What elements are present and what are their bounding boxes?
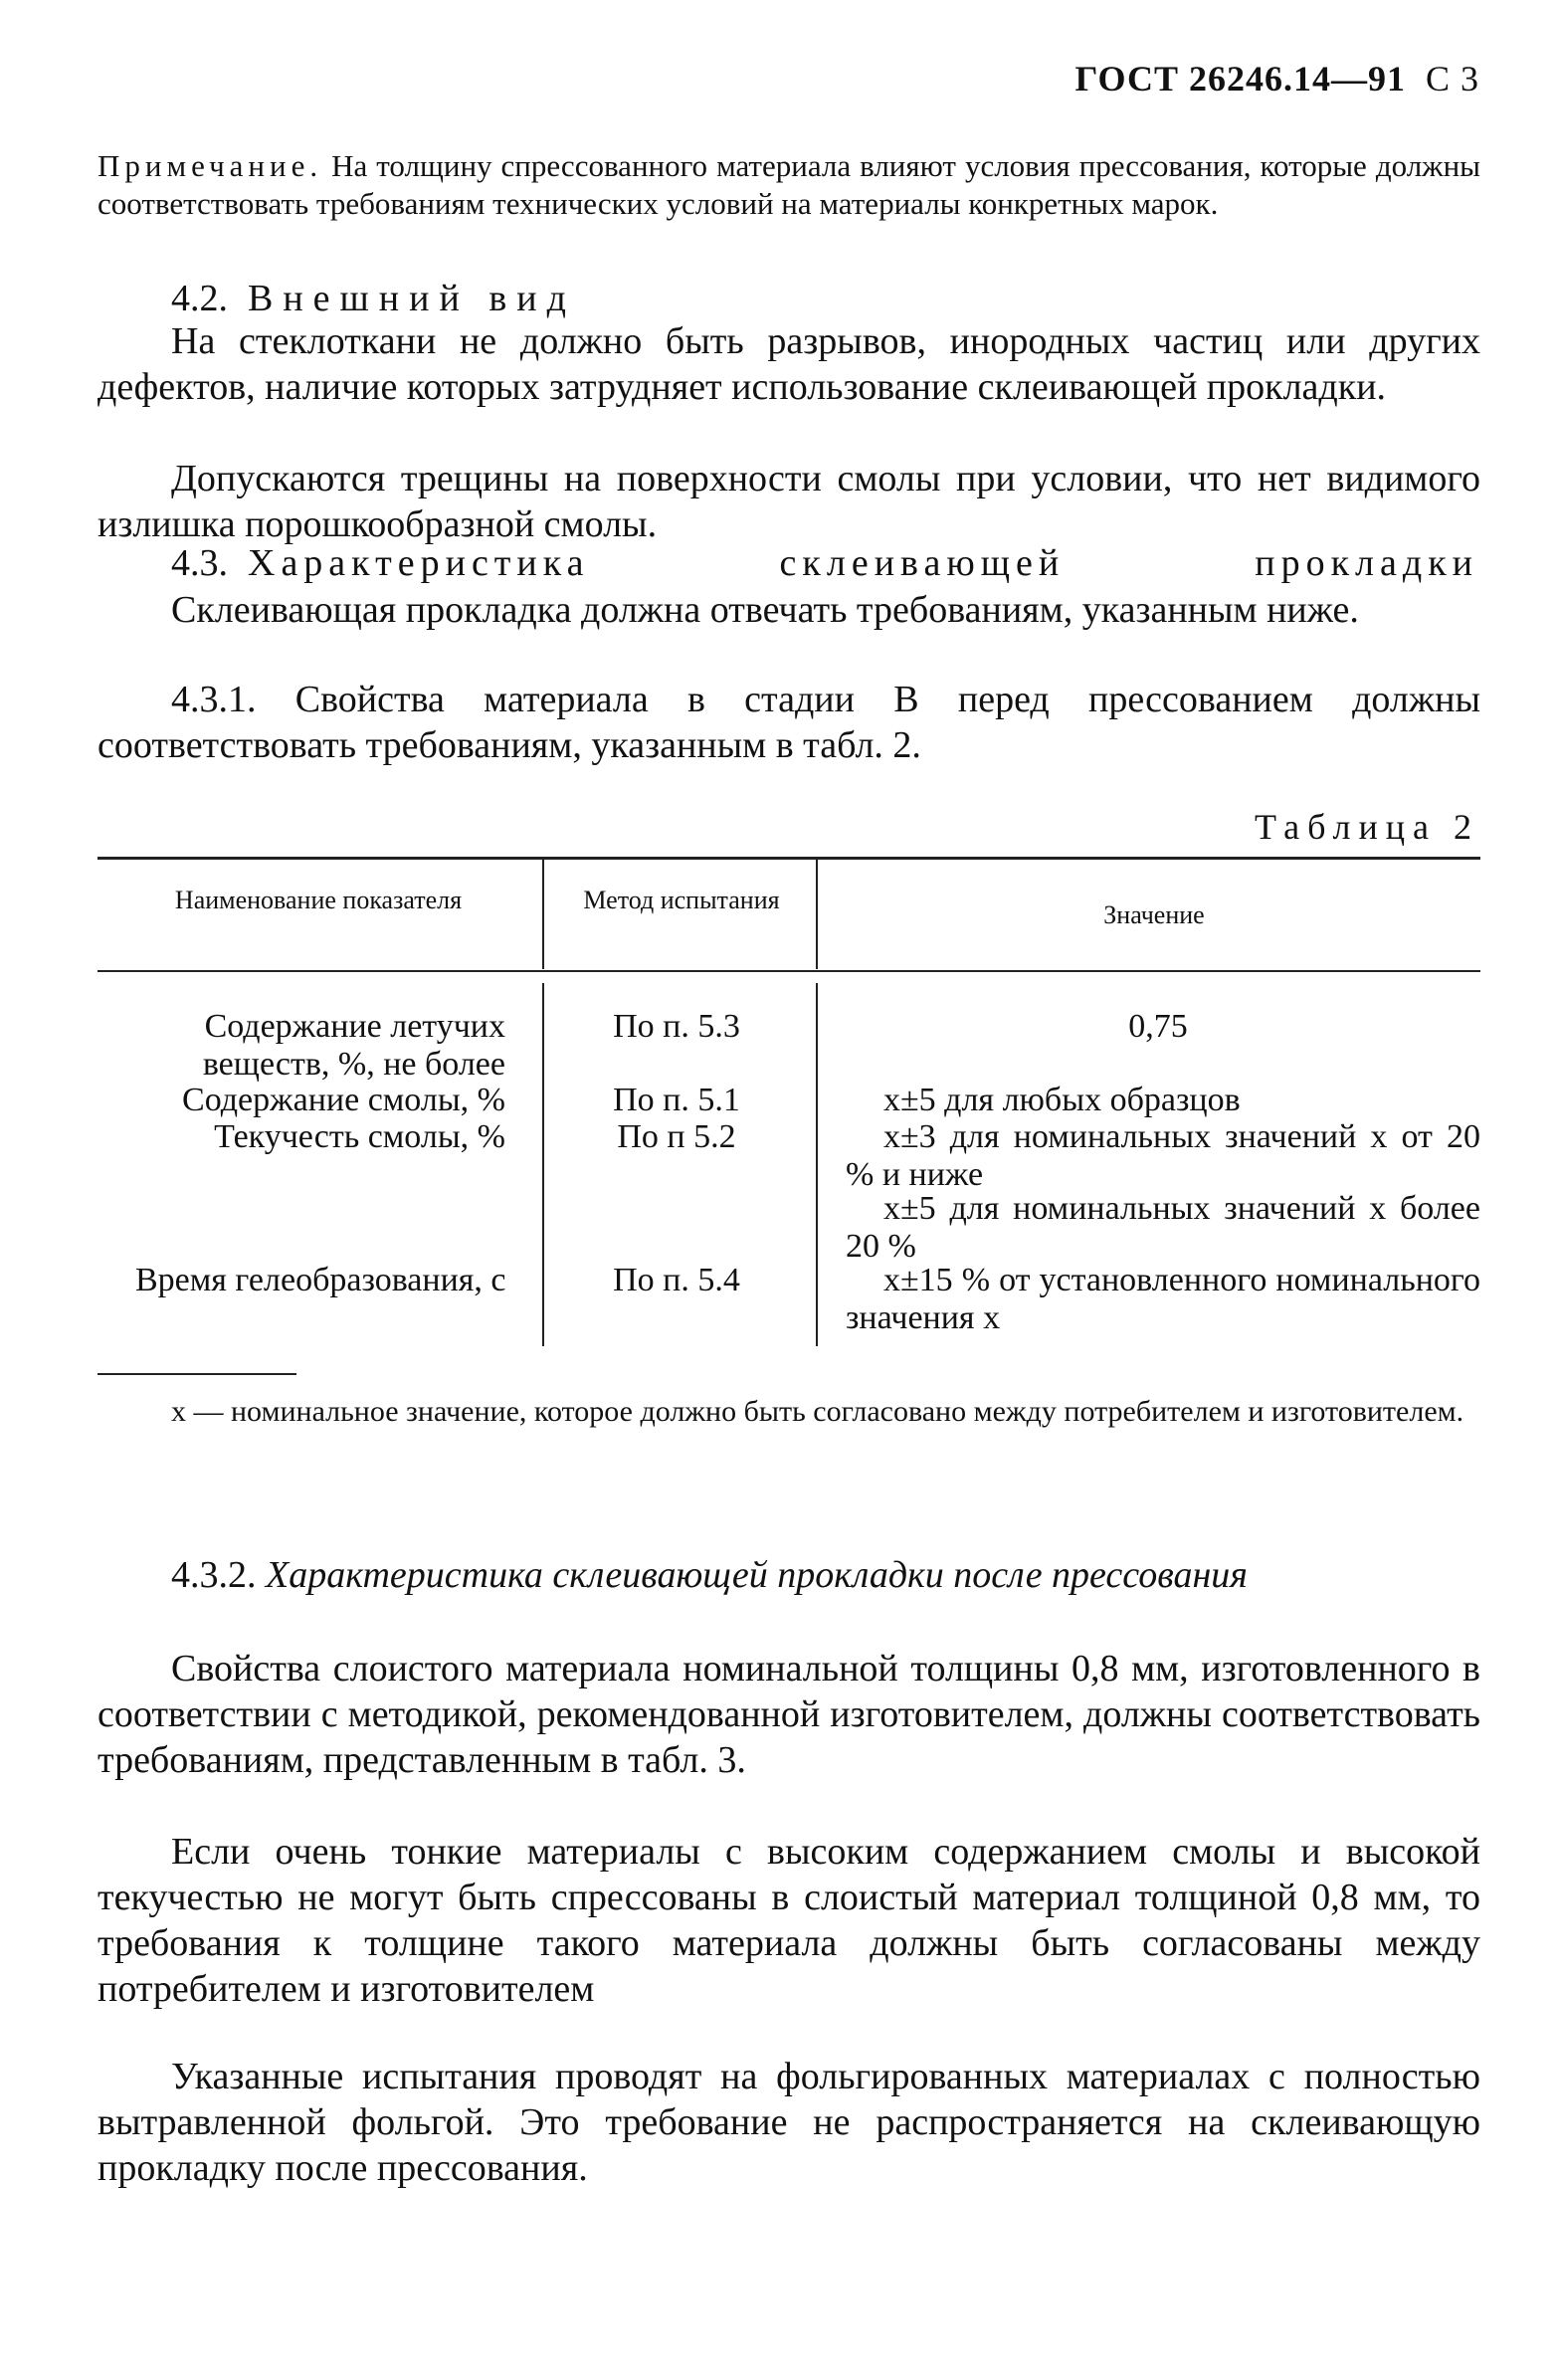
table-column-divider [816, 860, 818, 969]
footnote-rule [97, 1373, 296, 1375]
table-top-rule [97, 857, 1480, 860]
note-label: Примечание. [97, 148, 323, 183]
table-cell-method: По п. 5.3 [613, 1008, 740, 1045]
paragraph-requirements: Склеивающая прокладка должна отвечать требованиям, указанным ниже. [171, 589, 1359, 631]
section-number: 4.3. Характеристика [171, 542, 590, 584]
note-paragraph [97, 147, 1480, 223]
section-4-3-heading [171, 541, 1478, 585]
page-number: С 3 [1425, 59, 1479, 99]
table-header-name: Наименование показателя [174, 886, 463, 914]
table-caption: Таблица 2 [1255, 807, 1479, 847]
paragraph-4-3-1: 4.3.1. Свойства материала в стадии В перед прессованием должны соответствовать требованиям, указанным в табл. 2. [97, 679, 1480, 766]
paragraph-foil-tests: Указанные испытания проводят на фольгированных материалах с полностью вытравленной фольгой. Это требование не распространяется на склеивающую прокладку после прессования. [97, 2056, 1480, 2189]
table-cell-method: По п. 5.4 [613, 1262, 740, 1298]
section-4-2-heading [171, 277, 576, 320]
table-cell-name: Время гелеобразования, с [135, 1262, 506, 1298]
table-cell-value: x±5 для номинальных значений x более 20 % [846, 1190, 1480, 1265]
table-header-rule [97, 970, 1480, 972]
document-code: ГОСТ 26246.14—91 [1074, 59, 1406, 99]
table-cell-value: 0,75 [1128, 1008, 1188, 1045]
table-cell-name: Содержание смолы, % [182, 1082, 505, 1118]
table-column-divider [542, 983, 544, 1346]
paragraph-cracks: Допускаются трещины на поверхности смолы при условии, что нет видимого излишка порошкообразной смолы. [97, 458, 1480, 545]
section-number: 4.2. [171, 278, 228, 319]
table-cell-name: Содержание летучих веществ, %, не более [202, 1008, 505, 1083]
table-column-divider [816, 983, 818, 1346]
table-cell-value: x±15 % от установленного номинального значения x [846, 1262, 1480, 1336]
section-title-word: склеивающей [779, 542, 1066, 584]
paragraph-defects: На стеклоткани не должно быть разрывов, инородных частиц или других дефектов, наличие которых затрудняет использование склеивающей прокладки. [97, 320, 1480, 408]
section-title: Внешний вид [248, 278, 576, 319]
section-title-word: прокладки [1255, 542, 1478, 584]
section-4-3-2-heading [97, 1552, 1480, 1598]
table-column-divider [542, 860, 544, 969]
table-cell-value: x±5 для любых образцов [883, 1082, 1241, 1118]
page-header [1075, 58, 1479, 99]
table-cell-value: x±3 для номинальных значений x от 20 % и ниже [846, 1118, 1480, 1193]
paragraph-laminate-properties: Свойства слоистого материала номинальной толщины 0,8 мм, изготовленного в соответствии с методикой, рекомендованной изготовителем, должны соответствовать требованиям, представленным в табл. 3. [97, 1648, 1480, 1781]
table-cell-method: По п 5.2 [617, 1118, 736, 1155]
table-footnote: x — номинальное значение, которое должно быть согласовано между потребителем и изготовителем. [171, 1395, 1464, 1428]
table-cell-name: Текучесть смолы, % [214, 1118, 505, 1155]
table-header-method: Метод испытания [583, 886, 780, 914]
section-number: 4.3.2. [171, 1554, 257, 1596]
table-header-value: Значение [1103, 900, 1205, 929]
section-title: Характеристика склеивающей прокладки после прессования [266, 1554, 1248, 1596]
paragraph-thin-materials: Если очень тонкие материалы с высоким содержанием смолы и высокой текучестью не могут быть спрессованы в слоистый материал толщиной 0,8 мм, то требования к толщине такого материала должны быть согласованы между потребителем и изготовителем [97, 1831, 1480, 2010]
table-cell-method: По п. 5.1 [613, 1082, 740, 1118]
note-text: На толщину спрессованного материала влияют условия прессования, которые должны соответствовать требованиям технических условий на материалы конкретных марок. [97, 148, 1480, 221]
